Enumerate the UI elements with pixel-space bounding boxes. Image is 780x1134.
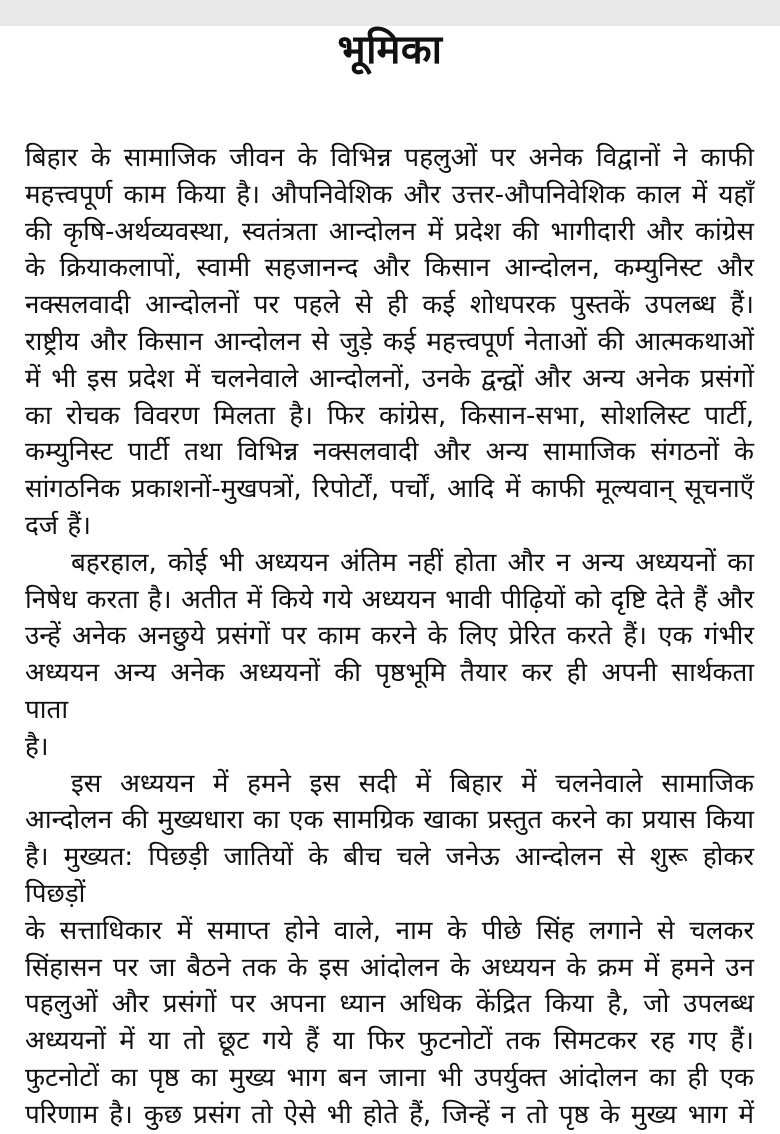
text-line: सिंहासन पर जा बैठने तक के इस आंदोलन के अध्ययन के क्रम में हमने उन xyxy=(25,952,754,983)
text-line: परिणाम है। कुछ प्रसंग तो ऐसे भी होते हैं, जिन्हें न तो पृष्ठ के मुख्य भाग में xyxy=(25,1099,754,1130)
text-line: है। मुख्यत: पिछड़ी जातियों के बीच चले जनेऊ आन्दोलन से शुरू होकर पिछड़ों xyxy=(25,842,754,909)
paragraph-2 xyxy=(25,545,754,766)
text-line: दर्ज हैं। xyxy=(25,510,92,541)
paragraph-3 xyxy=(25,766,754,1134)
text-line: बिहार के सामाजिक जीवन के विभिन्न पहलुओं पर अनेक विद्वानों ने काफी xyxy=(25,143,754,173)
page-title: भूमिका xyxy=(337,27,443,73)
text-line: कम्युनिस्ट पार्टी तथा विभिन्न नक्सलवादी और अन्य सामाजिक संगठनों के xyxy=(25,437,754,468)
text-line: निषेध करता है। अतीत में किये गये अध्ययन भावी पीढ़ियों को दृष्टि देते हैं और xyxy=(25,584,754,615)
text-line: अध्ययन अन्य अनेक अध्ययनों की पृष्ठभूमि तैयार कर ही अपनी सार्थकता पाता xyxy=(25,658,754,725)
text-line: महत्त्वपूर्ण काम किया है। औपनिवेशिक और उत्तर-औपनिवेशिक काल में यहाँ xyxy=(25,179,754,210)
text-line: के सत्ताधिकार में समाप्त होने वाले, नाम के पीछे सिंह लगाने से चलकर xyxy=(25,915,754,946)
text-line: का रोचक विवरण मिलता है। फिर कांग्रेस, किसान-सभा, सोशलिस्ट पार्टी, xyxy=(25,400,754,431)
text-line: फुटनोटों का पृष्ठ का मुख्य भाग बन जाना भी उपर्युक्त आंदोलन का ही एक xyxy=(25,1062,754,1093)
text-line: उन्हें अनेक अनछुये प्रसंगों पर काम करने के लिए प्रेरित करते हैं। एक गंभीर xyxy=(25,621,754,652)
text-line: राष्ट्रीय और किसान आन्दोलन से जुड़े कई महत्त्वपूर्ण नेताओं की आत्मकथाओं xyxy=(25,326,754,357)
text-line: के क्रियाकलापों, स्वामी सहजानन्द और किसान आन्दोलन, कम्युनिस्ट और xyxy=(25,253,754,284)
text-line: है। xyxy=(25,731,49,762)
text-line: बहरहाल, कोई भी अध्ययन अंतिम नहीं होता और न अन्य अध्ययनों का xyxy=(71,547,754,578)
book-page xyxy=(0,26,780,1134)
text-line: सांगठनिक प्रकाशनों-मुखपत्रों, रिपोर्टों, पर्चों, आदि में काफी मूल्यवान् सूचनाएँ xyxy=(25,474,754,505)
text-line: की कृषि-अर्थव्यवस्था, स्वतंत्रता आन्दोलन में प्रदेश की भागीदारी और कांग्रेस xyxy=(25,216,754,247)
paragraph-1 xyxy=(25,140,754,545)
page-body xyxy=(0,140,780,1134)
text-line: आन्दोलन की मुख्यधारा का एक सामग्रिक खाका प्रस्तुत करने का प्रयास किया xyxy=(25,805,754,836)
text-line: पहलुओं और प्रसंगों पर अपना ध्यान अधिक केंद्रित किया है, जो उपलब्ध xyxy=(25,989,754,1020)
text-line: अध्ययनों में या तो छूट गये हैं या फिर फुटनोटों तक सिमटकर रह गए हैं। xyxy=(25,1026,754,1057)
text-line: नक्सलवादी आन्दोलनों पर पहले से ही कई शोधपरक पुस्तकें उपलब्ध हैं। xyxy=(25,290,754,321)
text-line: इस अध्ययन में हमने इस सदी में बिहार में चलनेवाले सामाजिक xyxy=(71,768,754,799)
text-line: में भी इस प्रदेश में चलनेवाले आन्दोलनों, उनके द्वन्द्वों और अन्य अनेक प्रसंगों xyxy=(25,363,754,394)
